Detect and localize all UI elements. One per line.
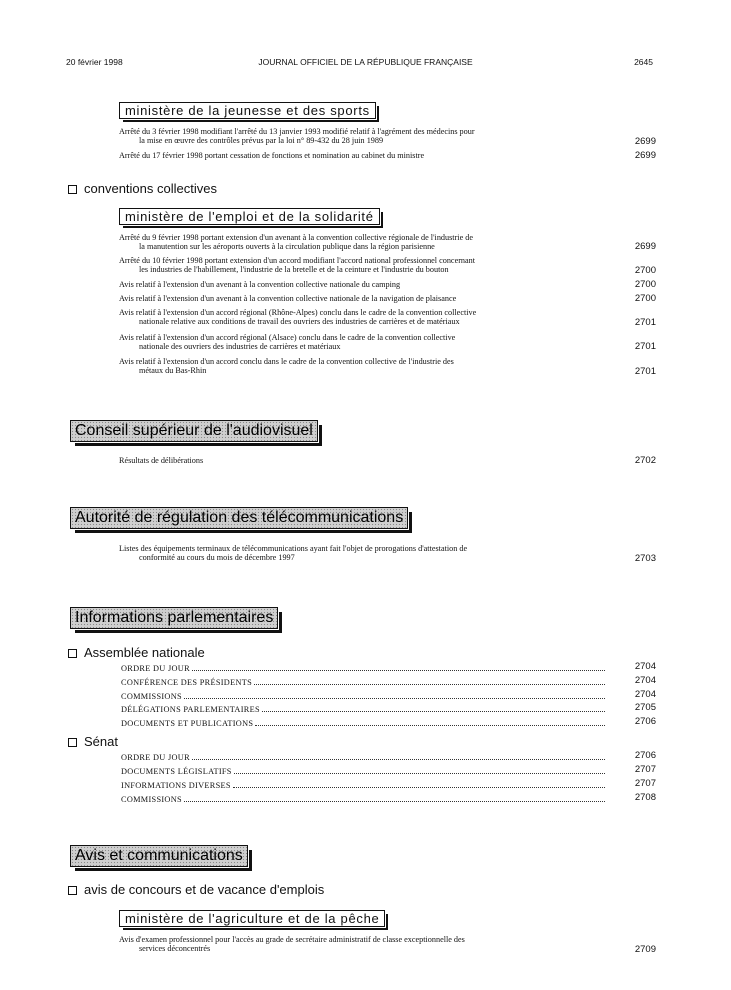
list-item: CONFÉRENCE DES PRÉSIDENTS [121,678,606,687]
list-item: ORDRE DU JOUR [121,753,606,762]
entry-line: Arrêté du 3 février 1998 modifiant l'arrêté du 13 janvier 1993 modifié relatif à l'agrément des médecins pour [119,127,475,136]
entry-line: Arrêté du 10 février 1998 portant extension d'un accord modifiant l'accord national professionnel concernant [119,256,476,265]
page-ref: 2704 [634,675,656,686]
list-item [119,256,606,275]
list-item [119,127,606,146]
page-ref: 2700 [634,279,656,290]
page-ref: 2701 [634,341,656,352]
entry-line: Avis relatif à l'extension d'un accord conclu dans le cadre de la convention collective de l'industrie des [119,357,454,366]
page-ref: 2700 [634,265,656,276]
section-box-art: Autorité de régulation des télécommunications [70,507,408,529]
page-ref: 2707 [634,778,656,789]
list-item [119,280,606,289]
entry-line: la manutention sur les aéroports ouverts à la circulation publique dans la région parisienne [139,242,435,252]
entry-line: nationale relative aux conditions de travail des ouvriers des industries de carrières et de matériaux [139,317,460,327]
list-item [119,544,606,563]
list-item: COMMISSIONS [121,692,606,701]
list-item [119,357,606,376]
entry-line: Avis relatif à l'extension d'un avenant à la convention collective nationale de la navigation de plaisance [119,294,457,303]
entry-line: Avis relatif à l'extension d'un accord régional (Rhône-Alpes) conclu dans le cadre de la convention collective [119,308,477,317]
header-page-number: 2645 [634,57,653,67]
category-conventions: conventions collectives [68,181,217,196]
header-journal-title: JOURNAL OFFICIEL DE LA RÉPUBLIQUE FRANÇAISE [258,57,473,67]
page-ref: 2706 [634,716,656,727]
page-ref: 2707 [634,764,656,775]
list-item [119,233,606,252]
list-item [119,294,606,303]
section-box-csa: Conseil supérieur de l'audiovisuel [70,420,318,442]
header-date: 20 février 1998 [66,57,123,67]
entry-line: les industries de l'habillement, l'industrie de la bretelle et de la ceinture et l'industrie du bouton [139,265,449,275]
page-ref: 2704 [634,661,656,672]
list-item [119,308,606,327]
entry-line: Avis relatif à l'extension d'un avenant à la convention collective nationale du camping [119,280,401,289]
page-ref: 2701 [634,366,656,377]
entry-line: Arrêté du 9 février 1998 portant extension d'un avenant à la convention collective régionale de l'industrie de [119,233,473,242]
section-box-parlement: Informations parlementaires [70,607,278,629]
category-assemblee: Assemblée nationale [68,645,205,660]
page-ref: 2699 [634,150,656,161]
page-ref: 2702 [634,455,656,466]
square-bullet-icon [68,649,77,658]
page-ref: 2699 [634,136,656,147]
square-bullet-icon [68,185,77,194]
list-item: COMMISSIONS [121,795,606,804]
page-ref: 2700 [634,293,656,304]
ministry-box-agriculture: ministère de l'agriculture et de la pêche [119,910,385,927]
list-item: DOCUMENTS ET PUBLICATIONS [121,719,606,728]
list-item [119,456,606,465]
entry-line: Avis relatif à l'extension d'un accord régional (Alsace) conclu dans le cadre de la convention collective [119,333,456,342]
square-bullet-icon [68,886,77,895]
page-ref: 2699 [634,241,656,252]
page-ref: 2706 [634,750,656,761]
page-ref: 2705 [634,702,656,713]
page-ref: 2709 [634,944,656,955]
list-item: DOCUMENTS LÉGISLATIFS [121,767,606,776]
ministry-box-jeunesse: ministère de la jeunesse et des sports [119,102,376,119]
page-ref: 2704 [634,689,656,700]
category-senat: Sénat [68,734,118,749]
list-item [119,333,606,352]
entry-line: métaux du Bas-Rhin [139,366,207,376]
entry-line: nationale des ouvriers des industries de carrières et matériaux [139,342,341,352]
category-avis-concours: avis de concours et de vacance d'emplois [68,882,324,897]
ministry-box-emploi: ministère de l'emploi et de la solidarité [119,208,380,225]
entry-line: la mise en œuvre des contrôles prévus par la loi n° 89-432 du 28 juin 1989 [139,136,384,146]
entry-line: Arrêté du 17 février 1998 portant cessation de fonctions et nomination au cabinet du ministre [119,151,425,160]
list-item [119,935,606,954]
entry-line: Avis d'examen professionnel pour l'accès au grade de secrétaire administratif de classe exceptionnelle des [119,935,465,944]
list-item: INFORMATIONS DIVERSES [121,781,606,790]
section-box-avis: Avis et communications [70,845,248,867]
list-item [119,151,606,160]
list-item: DÉLÉGATIONS PARLEMENTAIRES [121,705,606,714]
page-ref: 2701 [634,317,656,328]
entry-line: Listes des équipements terminaux de télécommunications ayant fait l'objet de prorogations d'attestation de [119,544,468,553]
entry-line: services déconcentrés [139,944,211,954]
entry-line: Résultats de délibérations [119,456,204,465]
page-ref: 2703 [634,553,656,564]
square-bullet-icon [68,738,77,747]
page-ref: 2708 [634,792,656,803]
list-item: ORDRE DU JOUR [121,664,606,673]
entry-line: conformité au cours du mois de décembre 1997 [139,553,295,563]
